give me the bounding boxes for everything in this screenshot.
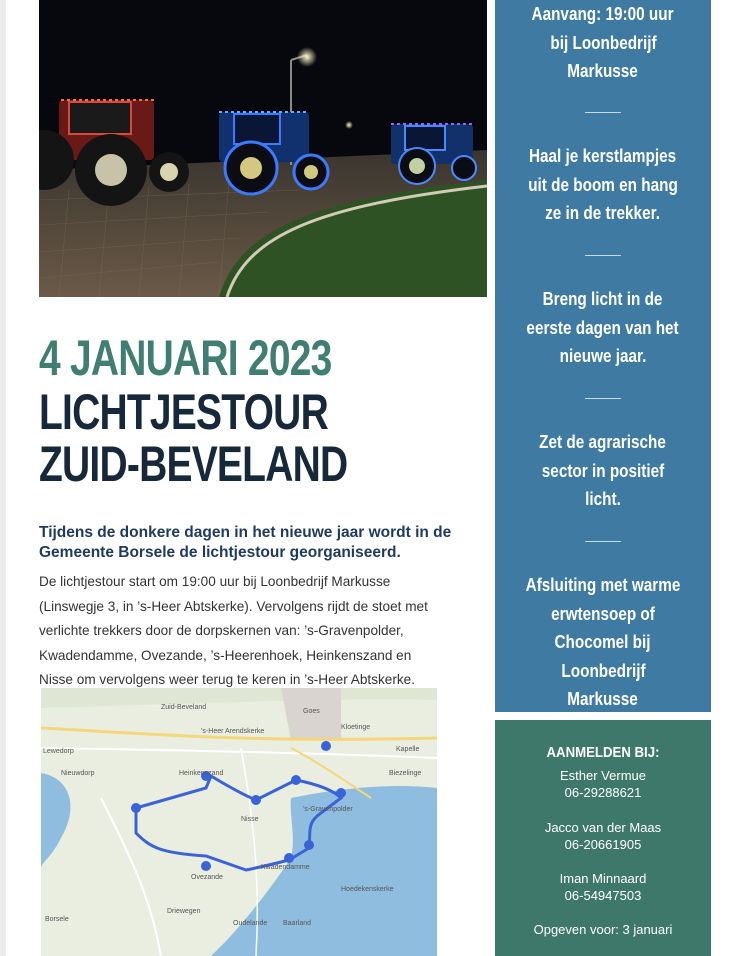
info-sector	[495, 428, 711, 514]
map-label: Driewegen	[167, 908, 201, 915]
info-line: Zet de agrarische	[539, 432, 667, 452]
info-line: nieuwe jaar.	[559, 346, 647, 366]
info-divider	[585, 541, 621, 542]
map-label: Ovezande	[191, 874, 223, 881]
info-line: uit de boom en hang	[528, 174, 678, 195]
map-label: Borsele	[45, 916, 69, 923]
map-label: Kwadendamme	[261, 864, 310, 871]
contact-phone[interactable]: 06-20661905	[564, 837, 642, 852]
map-label: Nisse	[241, 816, 259, 823]
info-line: Chocomel bij	[554, 632, 652, 652]
info-panel	[495, 0, 711, 712]
body-paragraph	[39, 570, 479, 693]
info-divider	[585, 112, 621, 113]
info-new-year	[495, 285, 711, 371]
info-start-time	[495, 0, 711, 86]
info-line: Aanvang: 19:00 uur	[531, 4, 674, 24]
map-label: Zuid-Beveland	[161, 704, 207, 711]
tractor-photo	[39, 0, 487, 297]
event-title-line2: ZUID-BEVELAND	[39, 436, 348, 492]
contact-phone[interactable]: 06-54947503	[564, 888, 642, 903]
registration-deadline: Opgeven voor: 3 januari	[533, 922, 673, 937]
registration-heading: AANMELDEN BIJ:	[546, 744, 660, 761]
body-line: Nisse om vervolgens weer terug te keren in ’s-Heer Abtskerke.	[39, 672, 416, 687]
info-line: erwtensoep of	[551, 603, 655, 624]
info-line: bij Loonbedrijf	[549, 32, 657, 53]
headline-block	[39, 330, 489, 490]
map-label: ’s-Heer Arendskerke	[201, 728, 265, 735]
info-line: licht.	[585, 489, 621, 509]
map-label: Baarland	[283, 920, 312, 927]
info-line: Markusse	[567, 689, 639, 709]
contact-name: Iman Minnaard	[559, 871, 647, 886]
map-label: Heinkenszand	[179, 770, 224, 777]
body-line: (Linswegje 3, in ’s-Heer Abtskerke). Vervolgens rijdt de stoet met	[39, 598, 428, 614]
info-line: eerste dagen van het	[526, 317, 680, 338]
body-line: De lichtjestour start om 19:00 uur bij Loonbedrijf Markusse	[39, 574, 391, 589]
registration-panel	[495, 720, 711, 956]
info-line: ze in de trekker.	[545, 203, 661, 223]
map-label: Goes	[303, 708, 320, 715]
page-edge	[0, 0, 6, 956]
info-line: Markusse	[567, 61, 639, 81]
event-title-line1: LICHTJESTOUR	[39, 384, 328, 440]
map-label: Hoedekenskerke	[341, 886, 394, 893]
contact-phone[interactable]: 06-29288621	[564, 785, 642, 800]
info-closing	[495, 571, 711, 714]
info-divider	[585, 255, 621, 256]
info-line: Loonbedrijf	[560, 660, 646, 681]
event-date: 4 JANUARI 2023	[39, 330, 332, 386]
map-label: Oudelande	[233, 920, 268, 927]
body-line: verlichte trekkers door de dorpskernen van: ’s-Gravenpolder,	[39, 623, 404, 638]
body-line: Kwadendamme, Ovezande, ’s-Heerenhoek, Heinkenszand en	[39, 647, 412, 663]
contact-name: Jacco van der Maas	[544, 820, 662, 835]
info-lights	[495, 142, 711, 228]
info-line: Breng licht in de	[543, 289, 663, 309]
map-label: Nieuwdorp	[61, 770, 95, 777]
info-line: Afsluiting met warme	[525, 575, 681, 595]
info-line: sector in positief	[541, 460, 665, 481]
route-map	[41, 688, 437, 956]
map-label: Biezelinge	[389, 770, 422, 777]
map-label: ’s-Gravenpolder	[303, 806, 353, 813]
map-label: Kloetinge	[341, 724, 371, 731]
contact-name: Esther Vermue	[560, 768, 646, 783]
map-label: Kapelle	[396, 746, 420, 753]
info-line: Haal je kerstlampjes	[529, 146, 677, 166]
lead-paragraph: Tijdens de donkere dagen in het nieuwe jaar wordt in de Gemeente Borsele de lichtjestour georganiseerd.	[39, 524, 452, 561]
map-label: Lewedorp	[43, 748, 74, 755]
info-divider	[585, 398, 621, 399]
